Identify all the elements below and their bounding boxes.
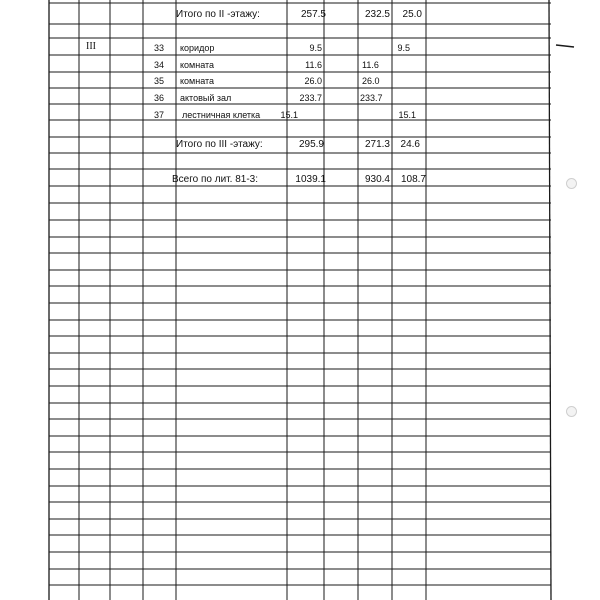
- grand-total-value: 1039.1: [295, 174, 326, 185]
- floor-label: III: [86, 41, 96, 52]
- grand-aux-value: 108.7: [400, 174, 426, 185]
- room-main-area: 26.0: [362, 76, 380, 86]
- floor3-aux-value: 24.6: [400, 139, 420, 150]
- floor2-main-value: 232.5: [364, 9, 390, 20]
- floor2-total-value: 257.5: [300, 9, 326, 20]
- room-name: комната: [180, 60, 215, 70]
- floor2-total-label: Итого по II -этажу:: [176, 9, 260, 20]
- room-total-area: 233.7: [299, 93, 322, 103]
- room-name: актовый зал: [180, 93, 232, 103]
- room-number: 34: [153, 60, 164, 70]
- room-name: коридор: [180, 43, 215, 53]
- room-total-area: 26.0: [304, 76, 322, 86]
- grid-line: [549, 0, 551, 600]
- grid-line: [556, 45, 574, 47]
- room-total-area: 15.1: [280, 110, 298, 120]
- room-total-area: 9.5: [309, 43, 322, 53]
- punch-hole: [566, 406, 577, 417]
- room-name: лестничная клетка: [182, 110, 261, 120]
- punch-hole: [566, 178, 577, 189]
- grand-main-value: 930.4: [364, 174, 390, 185]
- floor3-total-label: Итого по III -этажу:: [176, 139, 263, 150]
- room-number: 33: [153, 43, 164, 53]
- room-main-area: 233.7: [360, 93, 383, 103]
- room-number: 35: [153, 76, 164, 86]
- room-name: комната: [180, 76, 215, 86]
- room-total-area: 11.6: [305, 60, 322, 70]
- room-number: 36: [153, 93, 164, 103]
- floor3-main-value: 271.3: [364, 139, 390, 150]
- floor3-total-value: 295.9: [298, 139, 324, 150]
- floor2-aux-value: 25.0: [402, 9, 422, 20]
- room-number: 37: [153, 110, 164, 120]
- room-aux-area: 15.1: [398, 110, 416, 120]
- grand-total-label: Всего по лит. 81-3:: [172, 174, 258, 185]
- room-aux-area: 9.5: [397, 43, 410, 53]
- room-main-area: 11.6: [362, 60, 379, 70]
